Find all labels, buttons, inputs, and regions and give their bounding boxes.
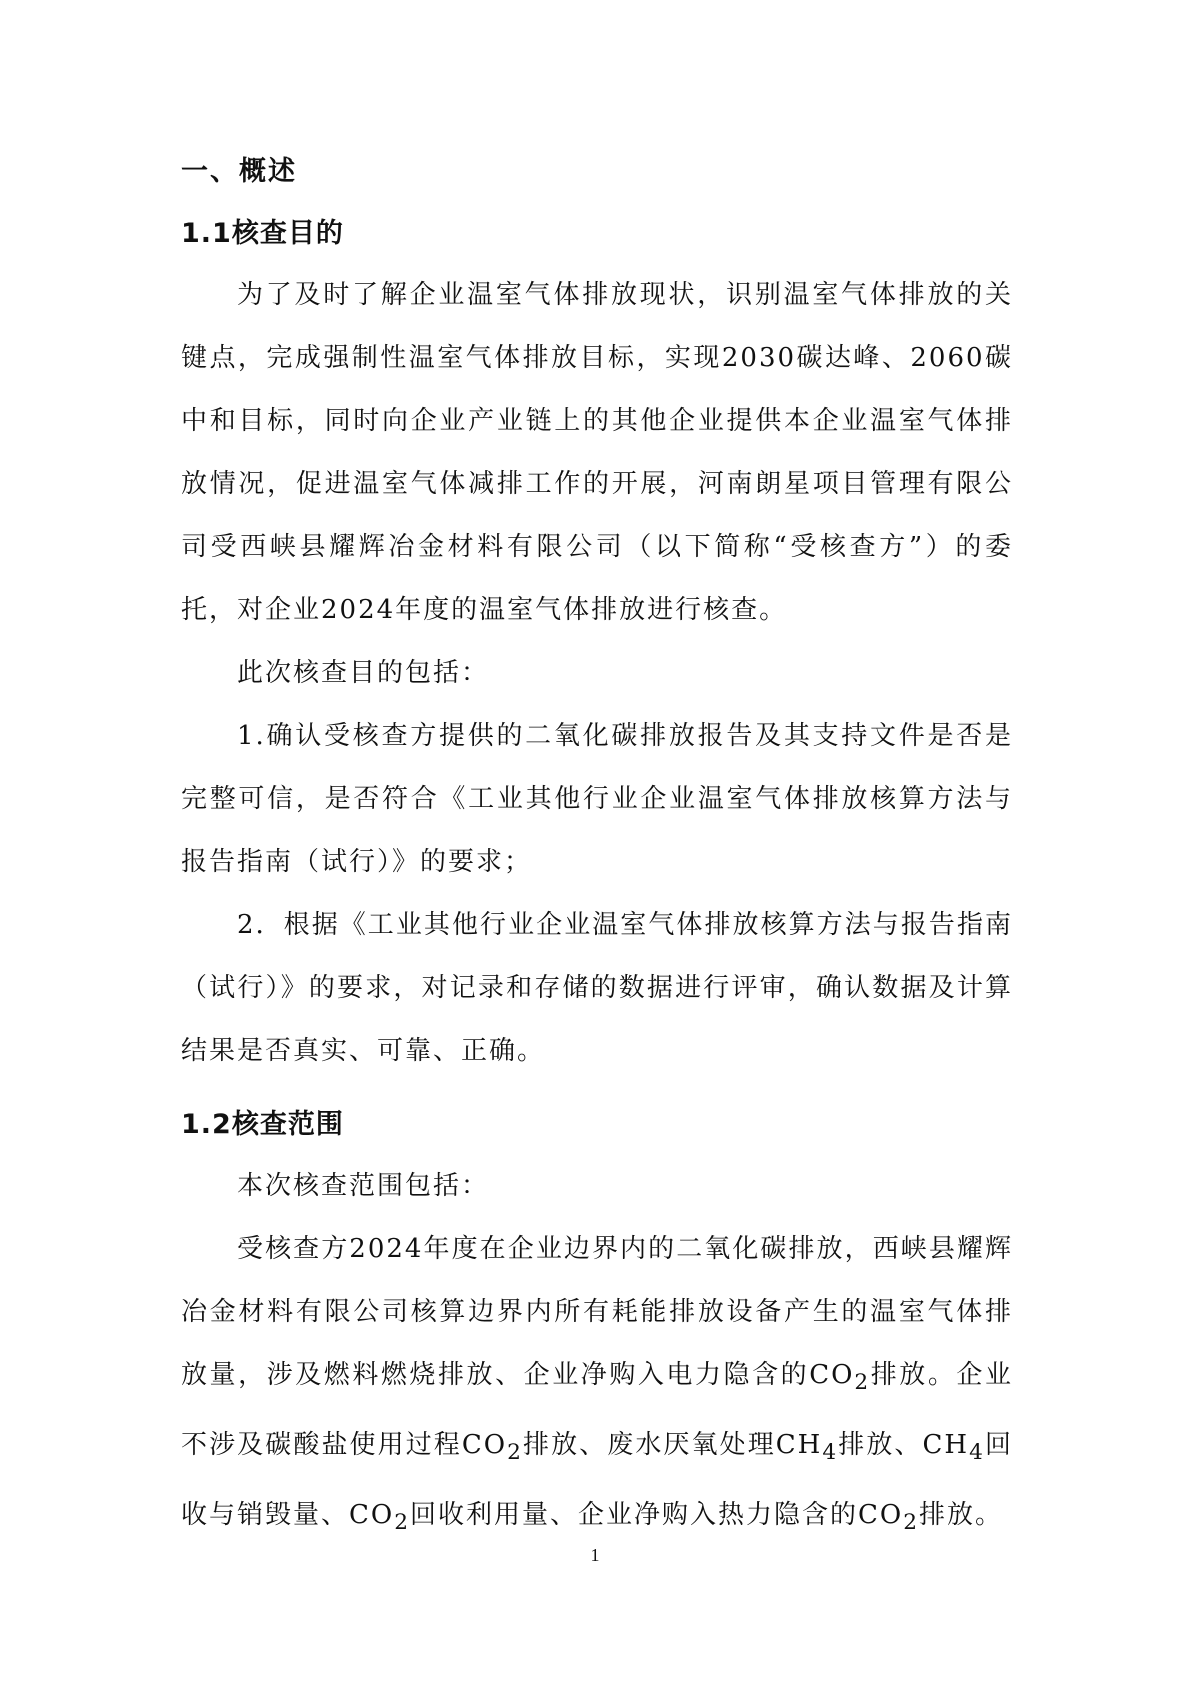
section-1-heading: 一、概述 — [181, 156, 297, 187]
scope-paragraph — [181, 1218, 1013, 1555]
ch4-formula: $CH_4$ — [775, 1430, 839, 1466]
page-number: 1 — [590, 1545, 600, 1565]
scope-text-3: 排放、废水厌氧处理 — [522, 1430, 776, 1461]
co2-formula: $CO_2$ — [809, 1360, 871, 1396]
scope-text-4: 排放、 — [838, 1430, 923, 1461]
purpose-item-2: 2．根据《工业其他行业企业温室气体排放核算方法与报告指南（试行）》的要求，对记录和存储的数据进行评审，确认数据及计算结果是否真实、可靠、正确。 — [181, 910, 1013, 1066]
scope-text-5: 回收与销毁量、 — [181, 1430, 1013, 1531]
scope-text-6: 回收利用量、企业净购入热力隐含的 — [410, 1500, 859, 1531]
co2-formula: $CO_2$ — [858, 1500, 920, 1536]
co2-formula: $CO_2$ — [461, 1430, 523, 1466]
scope-intro: 本次核查范围包括： — [237, 1171, 490, 1201]
purpose-intro: 此次核查目的包括： — [237, 658, 490, 688]
purpose-item-1: 1.确认受核查方提供的二氧化碳排放报告及其支持文件是否是完整可信，是否符合《工业其他行业企业温室气体排放核算方法与报告指南（试行）》的要求； — [181, 721, 1013, 877]
purpose-paragraph: 为了及时了解企业温室气体排放现状，识别温室气体排放的关键点，完成强制性温室气体排放目标，实现2030碳达峰、2060碳中和目标，同时向企业产业链上的其他企业提供本企业温室气体排放情况，促进温室气体减排工作的开展，河南朗星项目管理有限公司受西峡县耀辉冶金材料有限公司（以下简称“受核查方”）的委托，对企业2024年度的温室气体排放进行核查。 — [181, 280, 1013, 625]
co2-formula: $CO_2$ — [349, 1500, 411, 1536]
section-1-1-heading: 1.1核查目的 — [181, 218, 344, 249]
scope-text-2: 排放。企业不涉及碳酸盐使用过程 — [181, 1360, 1013, 1461]
scope-text-1: 受核查方2024年度在企业边界内的二氧化碳排放，西峡县耀辉冶金材料有限公司核算边界内所有耗能排放设备产生的温室气体排放量，涉及燃料燃烧排放、企业净购入电力隐含的 — [181, 1234, 1013, 1390]
section-1-2-heading: 1.2核查范围 — [181, 1109, 344, 1140]
scope-text-7: 排放。 — [919, 1500, 1004, 1531]
page-content — [181, 152, 1013, 1555]
ch4-formula: $CH_4$ — [922, 1430, 985, 1466]
